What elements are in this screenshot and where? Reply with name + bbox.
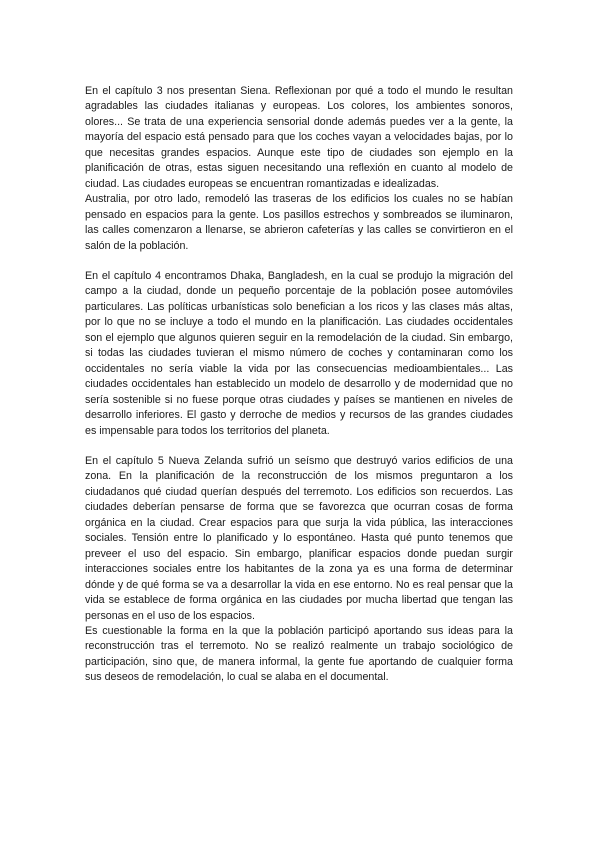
paragraph-chapter-5-new-zealand: En el capítulo 5 Nueva Zelanda sufrió un seísmo que destruyó varios edificios de una zona. En la planificación de la reconstrucción de los mismos preguntaron a los ciudadanos qué ciudad querían después del terremoto. Los edificios son recuerdos. Las ciudades deberían pensarse de forma que se favorezca que ocurran cosas de forma orgánica en la ciudad. Crear espacios para que surja la vida pública, las interacciones sociales. Tensión entre lo planificado y lo espontáneo. Hasta qué punto tenemos que preveer el uso del espacio. Sin embargo, planificar espacios donde puedan surgir interacciones sociales entre los habitantes de la zona ya es una forma de determinar dónde y de qué forma se va a desarrollar la vida en ese entorno. No es real pensar que la vida se establece de forma orgánica en las ciudades por mucha libertad que tengan las personas en el uso de los espacios. xyxy=(85,454,513,622)
document-body xyxy=(85,84,513,686)
paragraph-chapter-3-siena: En el capítulo 3 nos presentan Siena. Reflexionan por qué a todo el mundo le resultan agradables las ciudades italianas y europeas. Los colores, los ambientes sonoros, olores... Se trata de una experiencia sensorial donde además puedes ver a la gente, la mayoría del espacio está pensado para que los coches vayan a velocidades bajas, por lo que necesitas grandes espacios. Aunque este tipo de ciudades son ejemplo en la planificación de otras, estas siguen necesitando una reflexión en cuanto al modelo de ciudad. Las ciudades europeas se encuentran romantizadas e idealizadas. xyxy=(85,85,513,190)
paragraph-chapter-4-dhaka: En el capítulo 4 encontramos Dhaka, Bangladesh, en la cual se produjo la migración del campo a la ciudad, donde un pequeño porcentaje de la población posee automóviles particulares. Las políticas urbanísticas solo benefician a los ricos y las clases más altas, por lo que no se incluye a todo el mundo en la planificación. Las ciudades occidentales son el ejemplo que algunos quieren seguir en la remodelación de la ciudad. Sin embargo, si todas las ciudades tuvieran el mismo número de coches y contaminaran como los occidentales no sería viable la vida por las consecuencias medioambientales... Las ciudades occidentales han establecido un modelo de desarrollo y de modernidad que no sería sostenible si no fuese porque otras ciudades y países se mantienen en niveles de desarrollo inferiores. El gasto y derroche de medios y recursos de las grandes ciudades es impensable para todos los territorios del planeta. xyxy=(85,269,513,437)
paragraph-participation: Es cuestionable la forma en la que la población participó aportando sus ideas para la reconstrucción tras el terremoto. No se realizó realmente un trabajo sociológico de participación, sino que, de manera informal, la gente fue aportando de cualquier forma sus deseos de remodelación, lo cual se alaba en el documental. xyxy=(85,624,513,684)
section-spacer xyxy=(85,254,513,269)
section-spacer xyxy=(85,439,513,454)
paragraph-australia: Australia, por otro lado, remodeló las traseras de los edificios los cuales no se habían pensado en espacios para la gente. Los pasillos estrechos y sombreados se iluminaron, las calles comenzaron a llenarse, se abrieron cafeterías y las calles se convirtieron en el salón de la población. xyxy=(85,193,513,252)
